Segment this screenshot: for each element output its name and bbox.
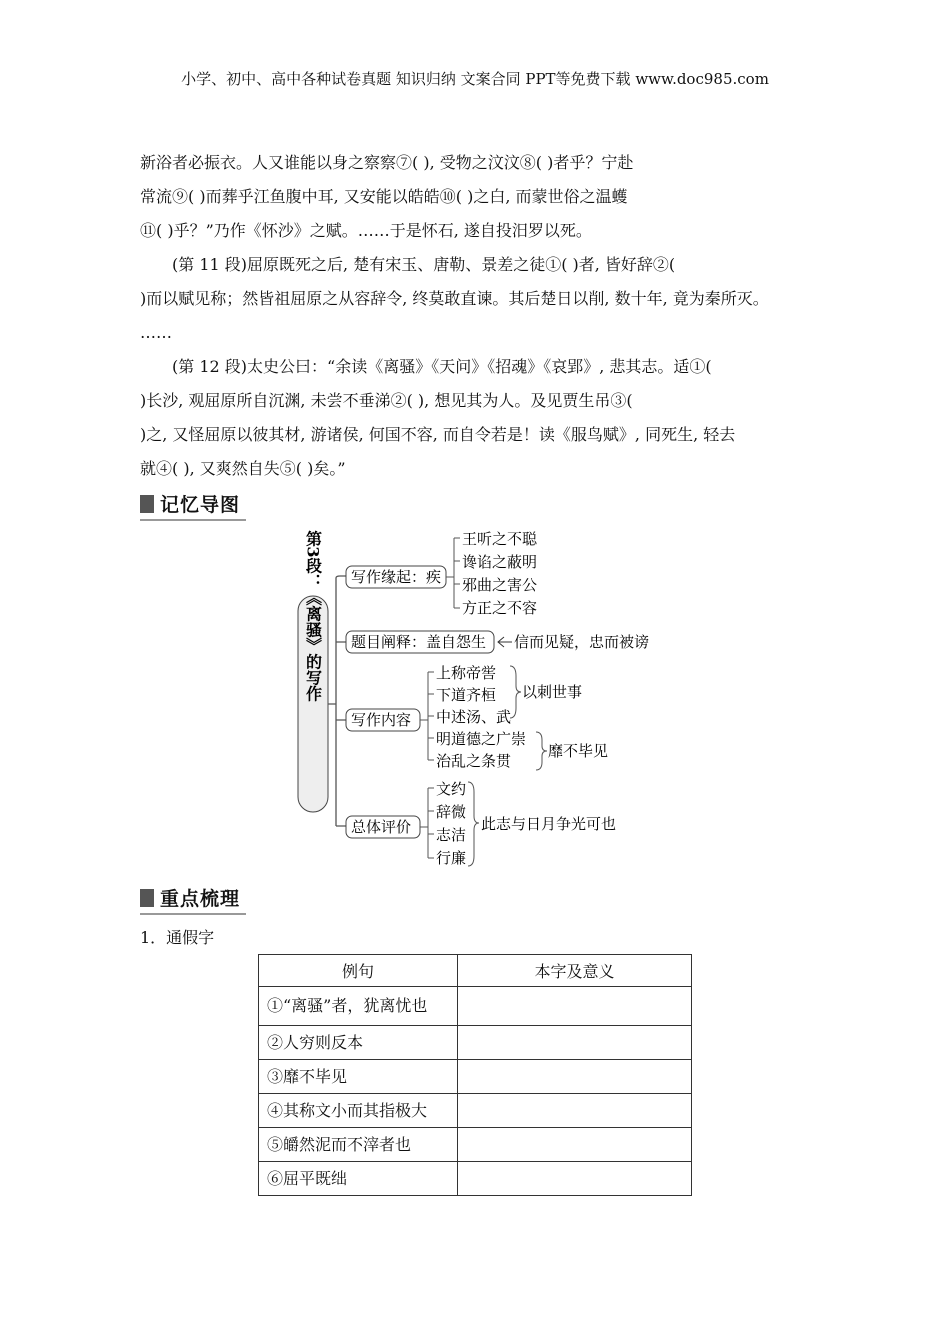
origin-item: 谗谄之蔽明 <box>462 553 538 571</box>
table-row <box>259 1094 692 1128</box>
example-sentence: ③靡不毕见 <box>259 1060 458 1094</box>
list-title: 1．通假字 <box>140 928 215 947</box>
example-sentence: ⑥屈平既绌 <box>259 1162 458 1196</box>
answer-cell[interactable] <box>458 987 692 1026</box>
evaluation-item: 辞微 <box>436 803 467 821</box>
passage-line: ⑪( )乎？”乃作《怀沙》之赋。……于是怀石, 遂自投汨罗以死。 <box>140 221 592 240</box>
branch-overall-evaluation: 总体评价 <box>351 818 412 836</box>
example-sentence: ⑤皭然泥而不滓者也 <box>259 1128 458 1162</box>
passage-line: 就④( ), 又爽然自失⑤( )矣。” <box>140 459 346 478</box>
column-header: 本字及意义 <box>458 955 692 987</box>
section-marker-icon <box>140 495 154 513</box>
content-note: 以刺世事 <box>522 683 583 701</box>
passage <box>140 146 820 486</box>
table-row <box>259 1162 692 1196</box>
table-header-row <box>259 955 692 987</box>
passage-line: (第 11 段)屈原既死之后, 楚有宋玉、唐勒、景差之徒①( )者, 皆好辞②( <box>172 255 676 274</box>
content-item: 上称帝喾 <box>436 664 497 682</box>
branch-writing-origin: 写作缘起：疾 <box>351 568 442 586</box>
answer-cell[interactable] <box>458 1094 692 1128</box>
passage-line: )长沙, 观屈原所自沉渊, 未尝不垂涕②( ), 想见其为人。及见贾生吊③( <box>140 391 633 410</box>
evaluation-item: 志洁 <box>436 826 467 844</box>
section-title: 重点梳理 <box>160 888 241 910</box>
evaluation-note: 此志与日月争光可也 <box>481 815 617 833</box>
evaluation-item: 行廉 <box>436 849 467 867</box>
answer-cell[interactable] <box>458 1060 692 1094</box>
answer-cell[interactable] <box>458 1162 692 1196</box>
table-row <box>259 1026 692 1060</box>
example-sentence: ④其称文小而其指极大 <box>259 1094 458 1128</box>
origin-item: 王听之不聪 <box>462 530 538 548</box>
content-note: 靡不毕见 <box>548 742 609 760</box>
mindmap-root: 第3段：《离骚》的写作 <box>303 530 323 702</box>
origin-item: 邪曲之害公 <box>462 576 538 594</box>
section-heading-key-points <box>140 884 240 911</box>
origin-item: 方正之不容 <box>462 599 538 617</box>
section-heading-memory-map <box>140 490 240 517</box>
branch-title-explanation: 题目阐释：盖自怨生 <box>351 633 487 651</box>
mind-map <box>296 526 676 876</box>
answer-cell[interactable] <box>458 1128 692 1162</box>
branch-writing-content: 写作内容 <box>351 711 412 729</box>
passage-line: 新浴者必振衣。人又谁能以身之察察⑦( ), 受物之汶汶⑧( )者乎？宁赴 <box>140 153 634 172</box>
content-item: 治乱之条贯 <box>436 752 512 770</box>
passage-line: …… <box>140 323 172 342</box>
content-item: 明道德之广崇 <box>436 730 527 748</box>
passage-line: (第 12 段)太史公曰：“余读《离骚》《天问》《招魂》《哀郢》, 悲其志。适①( <box>172 357 712 376</box>
example-sentence: ①“离骚”者，犹离忧也 <box>259 987 458 1026</box>
answer-cell[interactable] <box>458 1026 692 1060</box>
content-item: 下道齐桓 <box>436 686 497 704</box>
table-row <box>259 987 692 1026</box>
column-header: 例句 <box>259 955 458 987</box>
passage-line: )而以赋见称；然皆祖屈原之从容辞令, 终莫敢直谏。其后楚日以削, 数十年, 竟为秦所灭。 <box>140 289 769 308</box>
title-note: 信而见疑，忠而被谤 <box>514 633 650 651</box>
tongjia-table <box>258 954 692 1196</box>
evaluation-item: 文约 <box>436 780 467 798</box>
example-sentence: ②人穷则反本 <box>259 1026 458 1060</box>
content-item: 中述汤、武 <box>436 708 512 726</box>
passage-line: )之, 又怪屈原以彼其材, 游诸侯, 何国不容, 而自令若是！读《服鸟赋》, 同死生, 轻去 <box>140 425 736 444</box>
table-row <box>259 1060 692 1094</box>
section-title: 记忆导图 <box>160 494 241 516</box>
page-header: 小学、初中、高中各种试卷真题 知识归纳 文案合同 PPT等免费下载 www.doc985.com <box>181 70 769 88</box>
section-marker-icon <box>140 889 154 907</box>
table-row <box>259 1128 692 1162</box>
passage-line: 常流⑨( )而葬乎江鱼腹中耳, 又安能以皓皓⑩( )之白, 而蒙世俗之温蠖 <box>140 187 628 206</box>
